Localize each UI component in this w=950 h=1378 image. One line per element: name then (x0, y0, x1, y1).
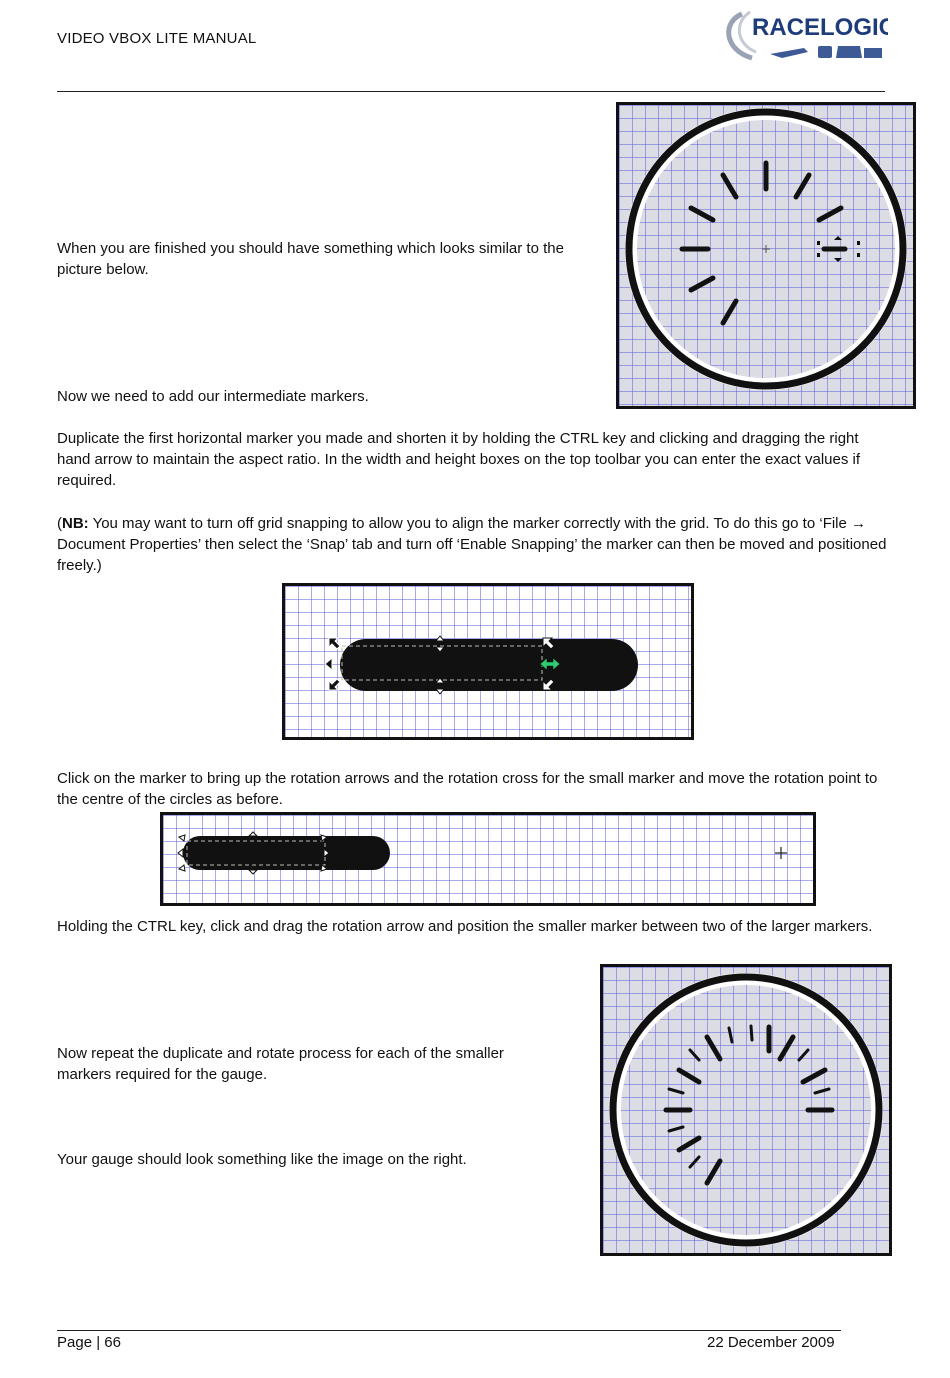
footer-rule (57, 1330, 841, 1331)
note-open-paren: ( (57, 515, 62, 532)
marker-resize-image (282, 583, 694, 740)
racelogic-logo (722, 8, 888, 66)
gauge-all-markers-image (600, 964, 892, 1256)
logo-text: RACELOGIC (752, 14, 888, 41)
note-text-a: You may want to turn off grid snapping to allow you to align the marker correctly with the grid. To do this go to ‘File (88, 515, 852, 532)
footer-date: 22 December 2009 (707, 1334, 835, 1351)
note-label: NB: (62, 515, 89, 532)
paragraph-intermediate: Now we need to add our intermediate markers. (57, 388, 369, 405)
paragraph-repeat: Now repeat the duplicate and rotate process for each of the smaller markers required for the gauge. (57, 1045, 504, 1083)
small-marker-rotation-image (160, 812, 816, 906)
paragraph-rotation: Click on the marker to bring up the rotation arrows and the rotation cross for the small marker and move the rotation point to the centre of the circles as before. (57, 770, 878, 808)
page-number: Page | 66 (57, 1334, 121, 1351)
paragraph-finished: When you are finished you should have something which looks similar to the picture below. (57, 240, 564, 278)
note-text-b: Document Properties’ then select the ‘Snap’ tab and turn off ‘Enable Snapping’ the marker can then be moved and positioned freely.) (57, 536, 887, 574)
paragraph-holding-ctrl: Holding the CTRL key, click and drag the rotation arrow and position the smaller marker between two of the larger markers. (57, 918, 873, 935)
paragraph-note (57, 513, 892, 576)
gauge-large-markers-image (616, 102, 916, 409)
arrow-right-icon: → (851, 515, 867, 532)
paragraph-duplicate: Duplicate the first horizontal marker you made and shorten it by holding the CTRL key and clicking and dragging the right hand arrow to maintain the aspect ratio. In the width and height boxes on the top toolbar you can enter the exact values if required. (57, 430, 861, 489)
header-rule (57, 91, 885, 92)
paragraph-result: Your gauge should look something like the image on the right. (57, 1151, 467, 1168)
header-title: VIDEO VBOX LITE MANUAL (57, 30, 257, 47)
